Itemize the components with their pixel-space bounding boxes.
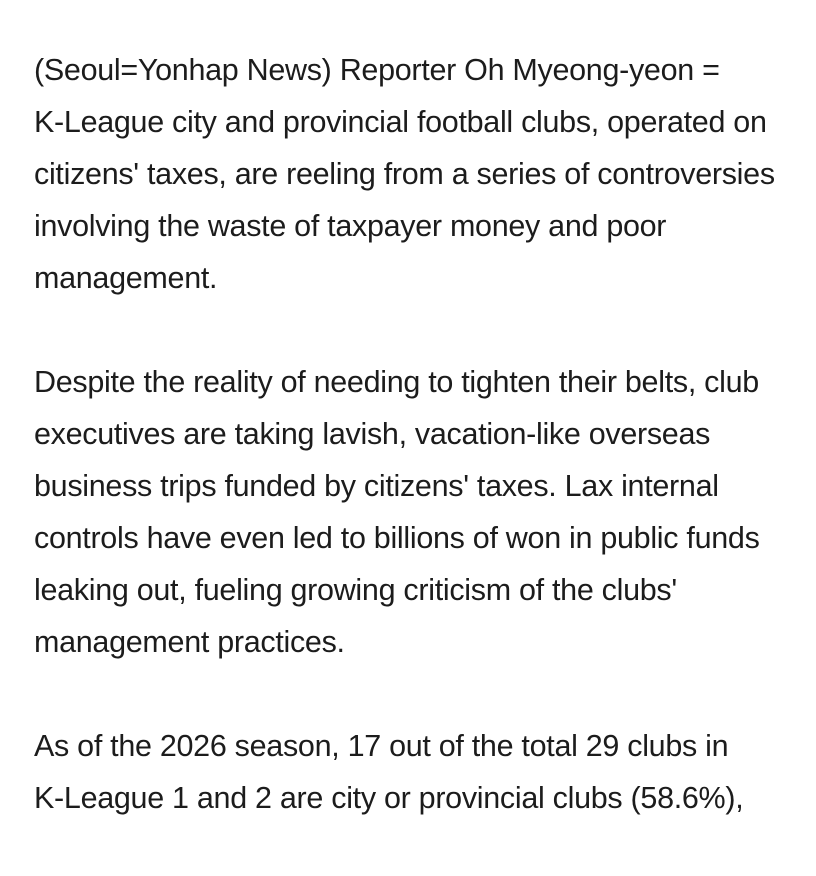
text-line: executives are taking lavish, vacation-like overseas <box>34 417 711 451</box>
paragraph-2 <box>34 356 794 668</box>
text-line: Despite the reality of needing to tighten their belts, club <box>34 365 759 399</box>
text-line: citizens' taxes, are reeling from a series of controversies <box>34 157 775 191</box>
text-line: (Seoul=Yonhap News) Reporter Oh Myeong-yeon = <box>34 53 720 87</box>
text-line: controls have even led to billions of won in public funds <box>34 521 760 555</box>
text-line: As of the 2026 season, 17 out of the total 29 clubs in <box>34 729 729 763</box>
text-line: business trips funded by citizens' taxes. Lax internal <box>34 469 719 503</box>
text-line: K-League 1 and 2 are city or provincial clubs (58.6%), <box>34 781 744 815</box>
text-line: leaking out, fueling growing criticism of the clubs' <box>34 573 677 607</box>
article-body <box>34 44 794 876</box>
paragraph-3 <box>34 720 794 824</box>
text-line: K-League city and provincial football clubs, operated on <box>34 105 767 139</box>
text-line: involving the waste of taxpayer money and poor <box>34 209 667 243</box>
text-line: management practices. <box>34 625 345 659</box>
text-line: management. <box>34 261 218 295</box>
paragraph-1 <box>34 44 794 304</box>
